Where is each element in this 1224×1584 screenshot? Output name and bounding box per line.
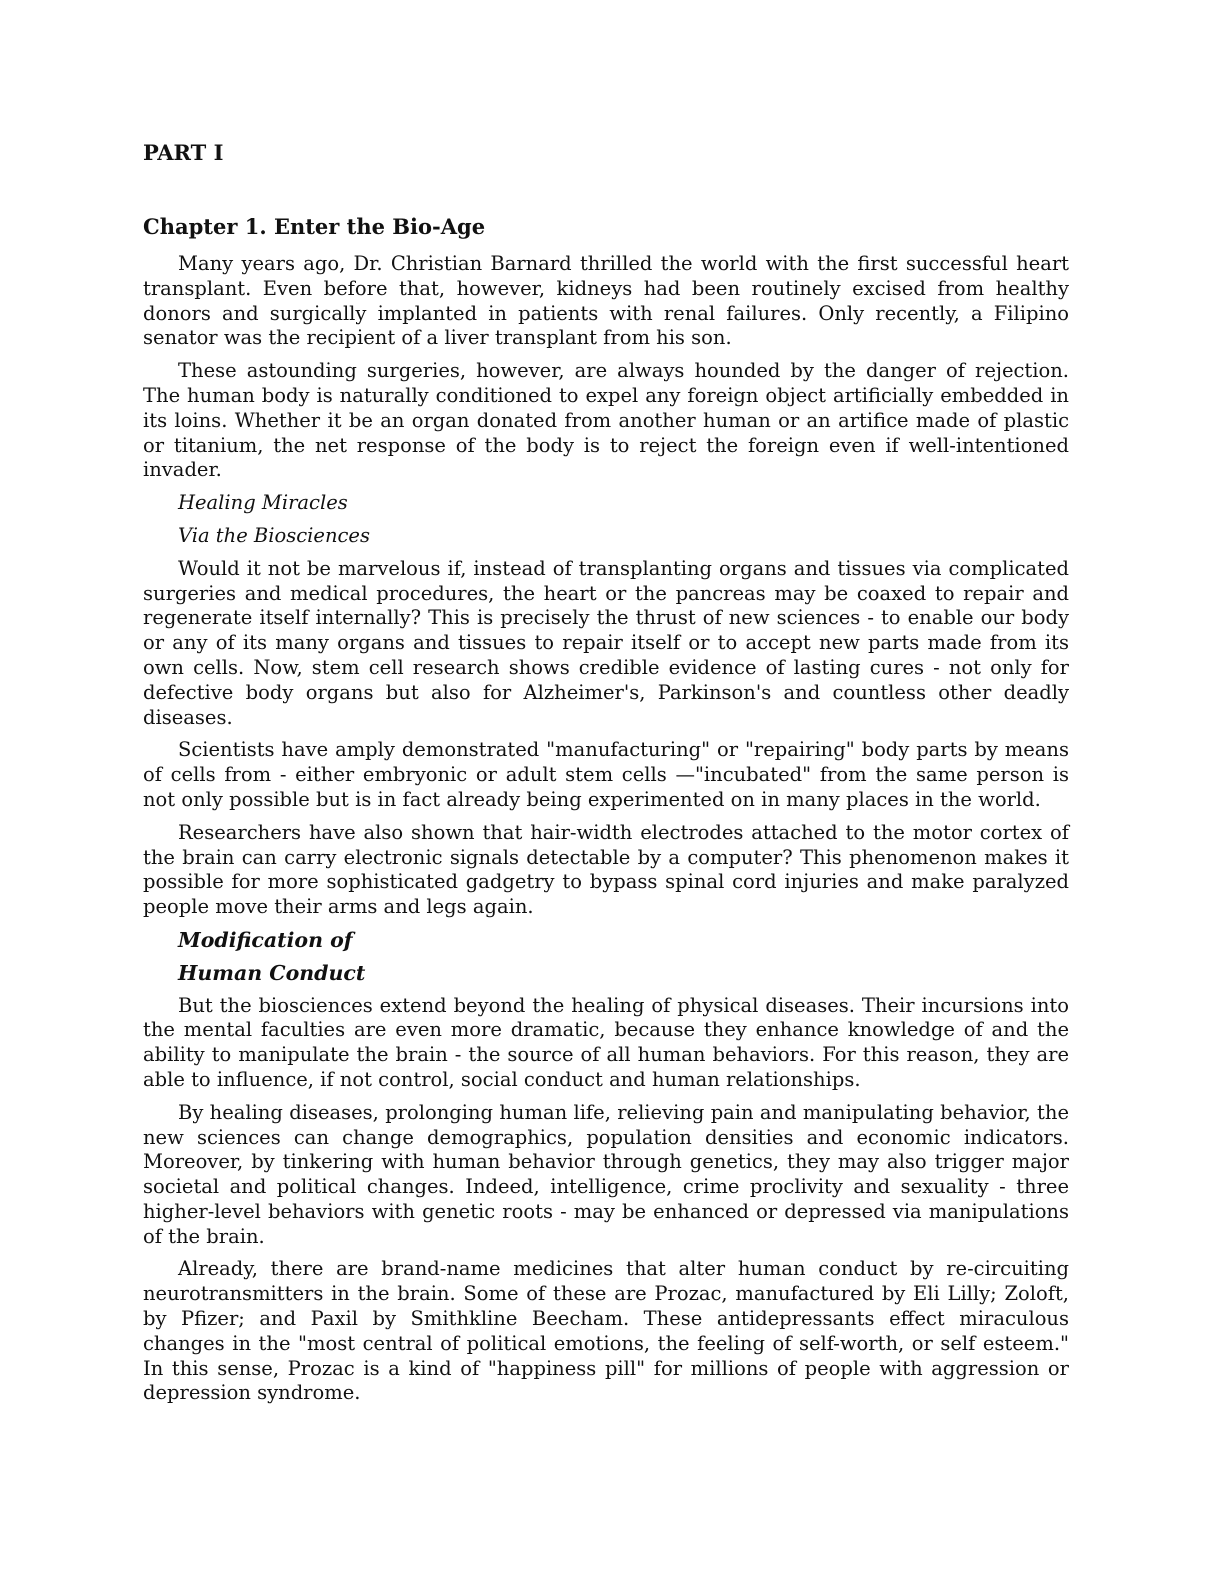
subheading-healing-miracles-line1: Healing Miracles bbox=[178, 491, 348, 515]
paragraph-mental-faculties: But the biosciences extend beyond the healing of physical diseases. Their incursions into the mental faculties are even more dramatic, because they enhance knowledge of and the ability to manipulate the brain - the source of all human behaviors. For this reason, they are able to influence, if not control, social conduct and human relationships. bbox=[143, 993, 1069, 1091]
subheading-modification-line2: Human Conduct bbox=[178, 960, 366, 985]
paragraph-rejection: These astounding surgeries, however, are always hounded by the danger of rejection. The human body is naturally conditioned to expel any foreign object artificially embedded in its loins. Whether it be an organ donated from another human or an artifice made of plastic or titanium, the net response of the body is to reject the foreign even if well-intentioned invader. bbox=[143, 359, 1069, 482]
chapter-heading: Chapter 1. Enter the Bio-Age bbox=[143, 214, 486, 239]
paragraph-heart-transplant: Many years ago, Dr. Christian Barnard thrilled the world with the first successful heart transplant. Even before that, however, kidneys had been routinely excised from healthy donors and surgically implanted in patients with renal failures. Only recently, a Filipino senator was the recipient of a liver transplant from his son. bbox=[143, 252, 1069, 350]
paragraph-stem-cell: Would it not be marvelous if, instead of transplanting organs and tissues via complicated surgeries and medical procedures, the heart or the pancreas may be coaxed to repair and regenerate itself internally? This is precisely the thrust of new sciences - to enable our body or any of its many organs and tissues to repair itself or to accept new parts made from its own cells. Now, stem cell research shows credible evidence of lasting cures - not only for defective body organs but also for Alzheimer's, Parkinson's and countless other deadly diseases. bbox=[143, 556, 1069, 729]
part-heading: PART I bbox=[143, 140, 224, 165]
paragraph-electrodes: Researchers have also shown that hair-width electrodes attached to the motor cortex of the brain can carry electronic signals detectable by a computer? This phenomenon makes it possible for more sophisticated gadgetry to bypass spinal cord injuries and make paralyzed people move their arms and legs again. bbox=[143, 820, 1069, 919]
subheading-modification-line1: Modification of bbox=[178, 927, 353, 952]
subheading-healing-miracles-line2: Via the Biosciences bbox=[178, 523, 370, 547]
document-page bbox=[143, 140, 1069, 1414]
paragraph-antidepressants: Already, there are brand-name medicines that alter human conduct by re-circuiting neurotransmitters in the brain. Some of these are Prozac, manufactured by Eli Lilly; Zoloft, by Pfizer; and Paxil by Smithkline Beecham. These antidepressants effect miraculous changes in the "most central of political emotions, the feeling of self-worth, or self esteem." In this sense, Prozac is a kind of "happiness pill" for millions of people with aggression or depression syndrome. bbox=[143, 1257, 1069, 1405]
paragraph-demographics: By healing diseases, prolonging human life, relieving pain and manipulating behavior, the new sciences can change demographics, population densities and economic indicators. Moreover, by tinkering with human behavior through genetics, they may also trigger major societal and political changes. Indeed, intelligence, crime proclivity and sexuality - three higher-level behaviors with genetic roots - may be enhanced or depressed via manipulations of the brain. bbox=[143, 1100, 1069, 1248]
paragraph-manufacturing-body-parts: Scientists have amply demonstrated "manufacturing" or "repairing" body parts by means of cells from - either embryonic or adult stem cells —"incubated" from the same person is not only possible but is in fact already being experimented on in many places in the world. bbox=[143, 738, 1069, 811]
